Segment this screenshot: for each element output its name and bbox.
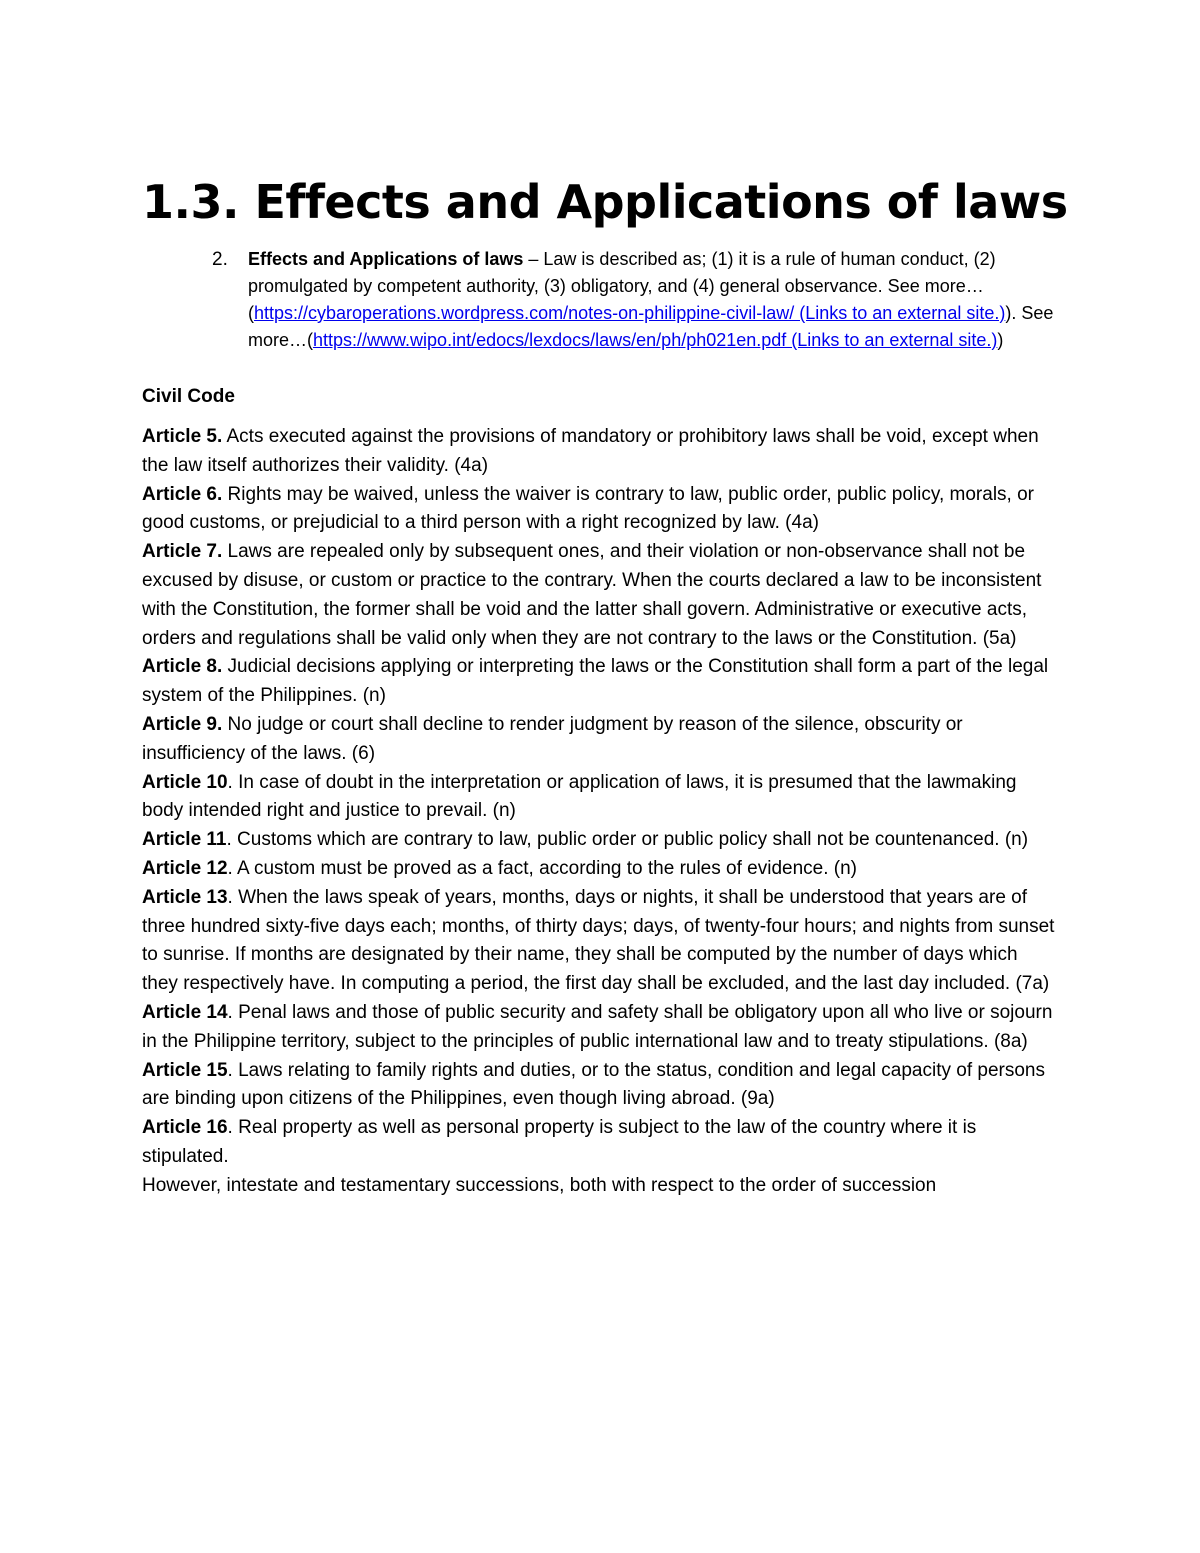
article-13 [142,884,1057,999]
article-label: Article 13 [142,886,228,908]
article-text: Laws are repealed only by subsequent ones, and their violation or non-observance shall not be excused by disuse, or custom or practice to the contrary. When the courts declared a law to be inconsistent with the Constitution, the former shall be void and the latter shall govern. Administrative or executive acts, orders and regulations shall be valid only when they are not contrary to the laws or the Constitution. (5a) [142,541,1042,649]
article-text: . Laws relating to family rights and duties, or to the status, condition and legal capacity of persons are binding upon citizens of the Philippines, even though living abroad. (9a) [142,1059,1046,1110]
article-label: Article 6. [142,483,223,505]
document-page [142,170,1068,1201]
article-label: Article 15 [142,1059,228,1081]
article-label: Article 10 [142,771,228,793]
article-label: Article 14 [142,1001,228,1023]
article-text: Judicial decisions applying or interpreting the laws or the Constitution shall form a part of the legal system of the Philippines. (n) [142,656,1049,707]
article-text: No judge or court shall decline to render judgment by reason of the silence, obscurity or insufficiency of the laws. (6) [142,713,963,764]
article-5 [142,423,1057,481]
article-label: Article 16 [142,1117,228,1139]
article-14 [142,999,1057,1057]
article-11 [142,826,1057,855]
article-7 [142,538,1057,653]
intro-list-item [212,246,1062,354]
article-text: . In case of doubt in the interpretation or application of laws, it is presumed that the lawmaking body intended right and justice to prevail. (n) [142,771,1017,822]
article-8 [142,653,1057,711]
civil-code-heading: Civil Code [142,386,235,407]
article-text: Acts executed against the provisions of mandatory or prohibitory laws shall be void, except when the law itself authorizes their validity. (4a) [142,426,1039,476]
list-number: 2. [212,249,228,270]
intro-after-link1: ). See more…( [248,303,1054,350]
article-text: . Customs which are contrary to law, public order or public policy shall not be countenanced. (n) [226,829,1029,851]
article-label: Article 9. [142,713,223,735]
intro-after-link2: ) [997,330,1004,350]
intro-dash: – [523,249,544,269]
page-title: 1.3. Effects and Applications of laws [142,175,1068,229]
intro-body [248,246,1054,354]
article-label: Article 7. [142,541,223,563]
article-label: Article 11 [142,829,227,851]
intro-text: Law is described as; (1) it is a rule of human conduct, (2) promulgated by competent authority, (3) obligatory, and (4) general observance. See more…( [248,249,996,323]
article-16 [142,1114,1057,1172]
wipo-link[interactable]: https://www.wipo.int/edocs/lexdocs/laws/en/ph/ph021en.pdf (Links to an external site.) [313,330,998,350]
article-text: Rights may be waived, unless the waiver is contrary to law, public order, public policy, morals, or good customs, or prejudicial to a third person with a right recognized by law. (4a) [142,483,1034,534]
article-label: Article 12 [142,857,228,879]
article-text: . Real property as well as personal property is subject to the law of the country where it is stipulated. [142,1117,977,1167]
trailing-paragraph: However, intestate and testamentary successions, both with respect to the order of succession [142,1174,937,1196]
intro-label: Effects and Applications of laws [248,249,524,269]
article-10 [142,769,1057,827]
article-12 [142,855,1057,884]
article-label: Article 5. [142,426,223,447]
article-15 [142,1057,1057,1115]
article-text: . A custom must be proved as a fact, according to the rules of evidence. (n) [227,857,857,879]
article-label: Article 8. [142,656,223,678]
article-text: . Penal laws and those of public security and safety shall be obligatory upon all who live or sojourn in the Philippine territory, subject to the principles of public international law and to treaty stipulations. (8a) [142,1001,1053,1052]
article-6 [142,481,1057,539]
article-text: . When the laws speak of years, months, days or nights, it shall be understood that years are of three hundred sixty-five days each; months, of thirty days; days, of twenty-four hours; and nights from sunset to sunrise. If months are designated by their name, they shall be computed by the number of days which they respectively have. In computing a period, the first day shall be excluded, and the last day included. (7a) [142,886,1055,995]
article-9 [142,711,1057,769]
cybaroperations-link[interactable]: https://cybaroperations.wordpress.com/notes-on-philippine-civil-law/ (Links to an external site.) [254,303,1006,323]
